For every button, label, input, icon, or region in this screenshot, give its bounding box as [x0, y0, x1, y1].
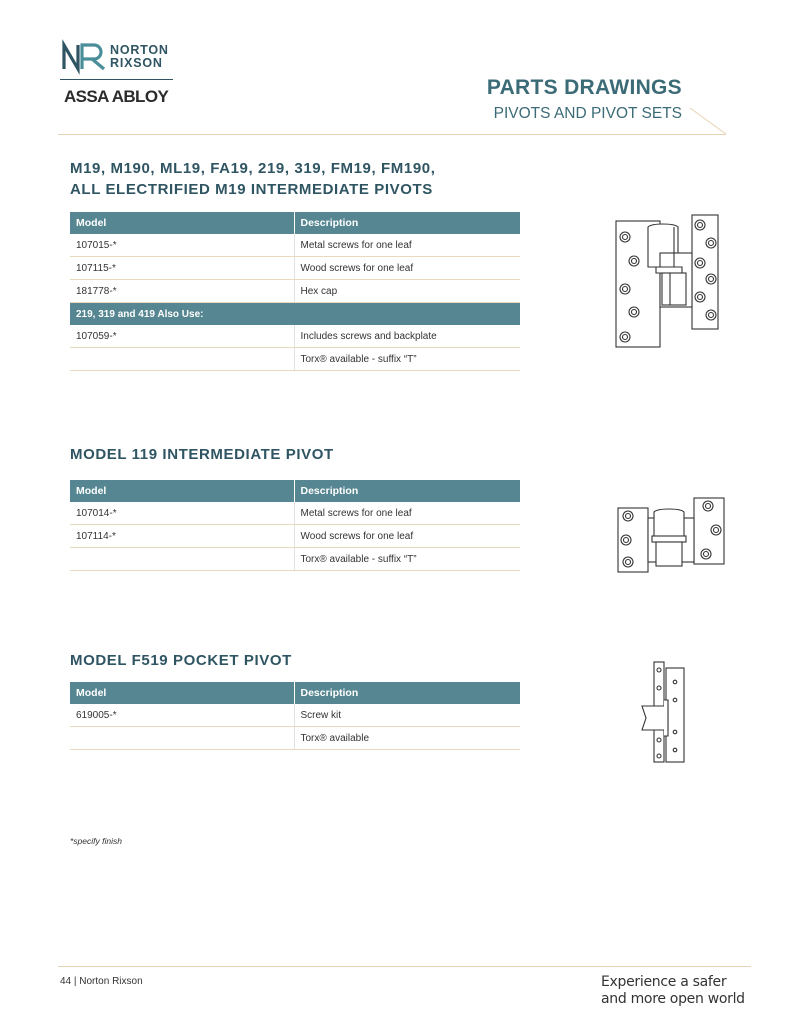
119-pivot-drawing-icon: [616, 496, 728, 576]
section-title-line1: MODEL 119 INTERMEDIATE PIVOT: [70, 446, 334, 463]
parent-brand: ASSA ABLOY: [64, 87, 169, 106]
parts-table: [70, 480, 520, 571]
f519-pocket-pivot-drawing-icon: [638, 660, 690, 766]
footer-tagline: [601, 974, 745, 1008]
column-header-model: Model: [70, 480, 294, 502]
footer-rule: [58, 966, 751, 967]
norton-rixson-logo-icon: [62, 43, 108, 71]
table-row: [70, 348, 520, 371]
page-subtitle: PIVOTS AND PIVOT SETS: [493, 105, 682, 122]
model-cell: 181778-*: [70, 280, 294, 303]
header-rule: [58, 134, 726, 135]
model-cell: 107114-*: [70, 525, 294, 548]
tagline-line2: and more open world: [601, 991, 745, 1007]
table-header-row: [70, 480, 520, 502]
table-row: [70, 548, 520, 571]
table-subheader-row: [70, 303, 520, 326]
column-header-model: Model: [70, 682, 294, 704]
section-title: [70, 158, 436, 200]
column-header-description: Description: [294, 682, 520, 704]
table-row: [70, 727, 520, 750]
model-cell: 107014-*: [70, 502, 294, 525]
column-header-description: Description: [294, 480, 520, 502]
table-row: [70, 525, 520, 548]
brand-name-line1: NORTON: [110, 43, 169, 57]
column-header-description: Description: [294, 212, 520, 234]
section-title-line2: ALL ELECTRIFIED M19 INTERMEDIATE PIVOTS: [70, 181, 433, 198]
column-header-model: Model: [70, 212, 294, 234]
description-cell: Wood screws for one leaf: [294, 257, 520, 280]
table-row: [70, 280, 520, 303]
subheader-cell: 219, 319 and 419 Also Use:: [70, 303, 520, 326]
model-cell: [70, 727, 294, 750]
model-cell: [70, 348, 294, 371]
model-cell: 107115-*: [70, 257, 294, 280]
table-row: [70, 325, 520, 348]
description-cell: Metal screws for one leaf: [294, 234, 520, 257]
section-title: [70, 444, 334, 465]
section-title-line1: M19, M190, ML19, FA19, 219, 319, FM19, FM190,: [70, 160, 436, 177]
model-cell: 107059-*: [70, 325, 294, 348]
table-row: [70, 257, 520, 280]
brand-name: [110, 44, 169, 70]
description-cell: Screw kit: [294, 704, 520, 727]
description-cell: Includes screws and backplate: [294, 325, 520, 348]
table-row: [70, 704, 520, 727]
description-cell: Torx® available: [294, 727, 520, 750]
header-accent-line: [690, 108, 730, 136]
logo-divider: [60, 79, 173, 80]
tagline-line1: Experience a safer: [601, 974, 727, 990]
m19-pivot-drawing-icon: [612, 213, 722, 351]
table-header-row: [70, 682, 520, 704]
section-title-line1: MODEL F519 POCKET PIVOT: [70, 652, 292, 669]
section-title: [70, 650, 292, 671]
table-header-row: [70, 212, 520, 234]
page-title: PARTS DRAWINGS: [486, 76, 682, 99]
description-cell: Hex cap: [294, 280, 520, 303]
parts-table: [70, 682, 520, 750]
description-cell: Torx® available - suffix “T”: [294, 548, 520, 571]
model-cell: 107015-*: [70, 234, 294, 257]
model-cell: 619005-*: [70, 704, 294, 727]
table-row: [70, 502, 520, 525]
footnote: *specify finish: [70, 836, 122, 846]
page-number-label: 44 | Norton Rixson: [60, 976, 143, 987]
model-cell: [70, 548, 294, 571]
description-cell: Metal screws for one leaf: [294, 502, 520, 525]
table-row: [70, 234, 520, 257]
parts-table: [70, 212, 520, 371]
description-cell: Wood screws for one leaf: [294, 525, 520, 548]
description-cell: Torx® available - suffix “T”: [294, 348, 520, 371]
brand-name-line2: RIXSON: [110, 56, 163, 70]
